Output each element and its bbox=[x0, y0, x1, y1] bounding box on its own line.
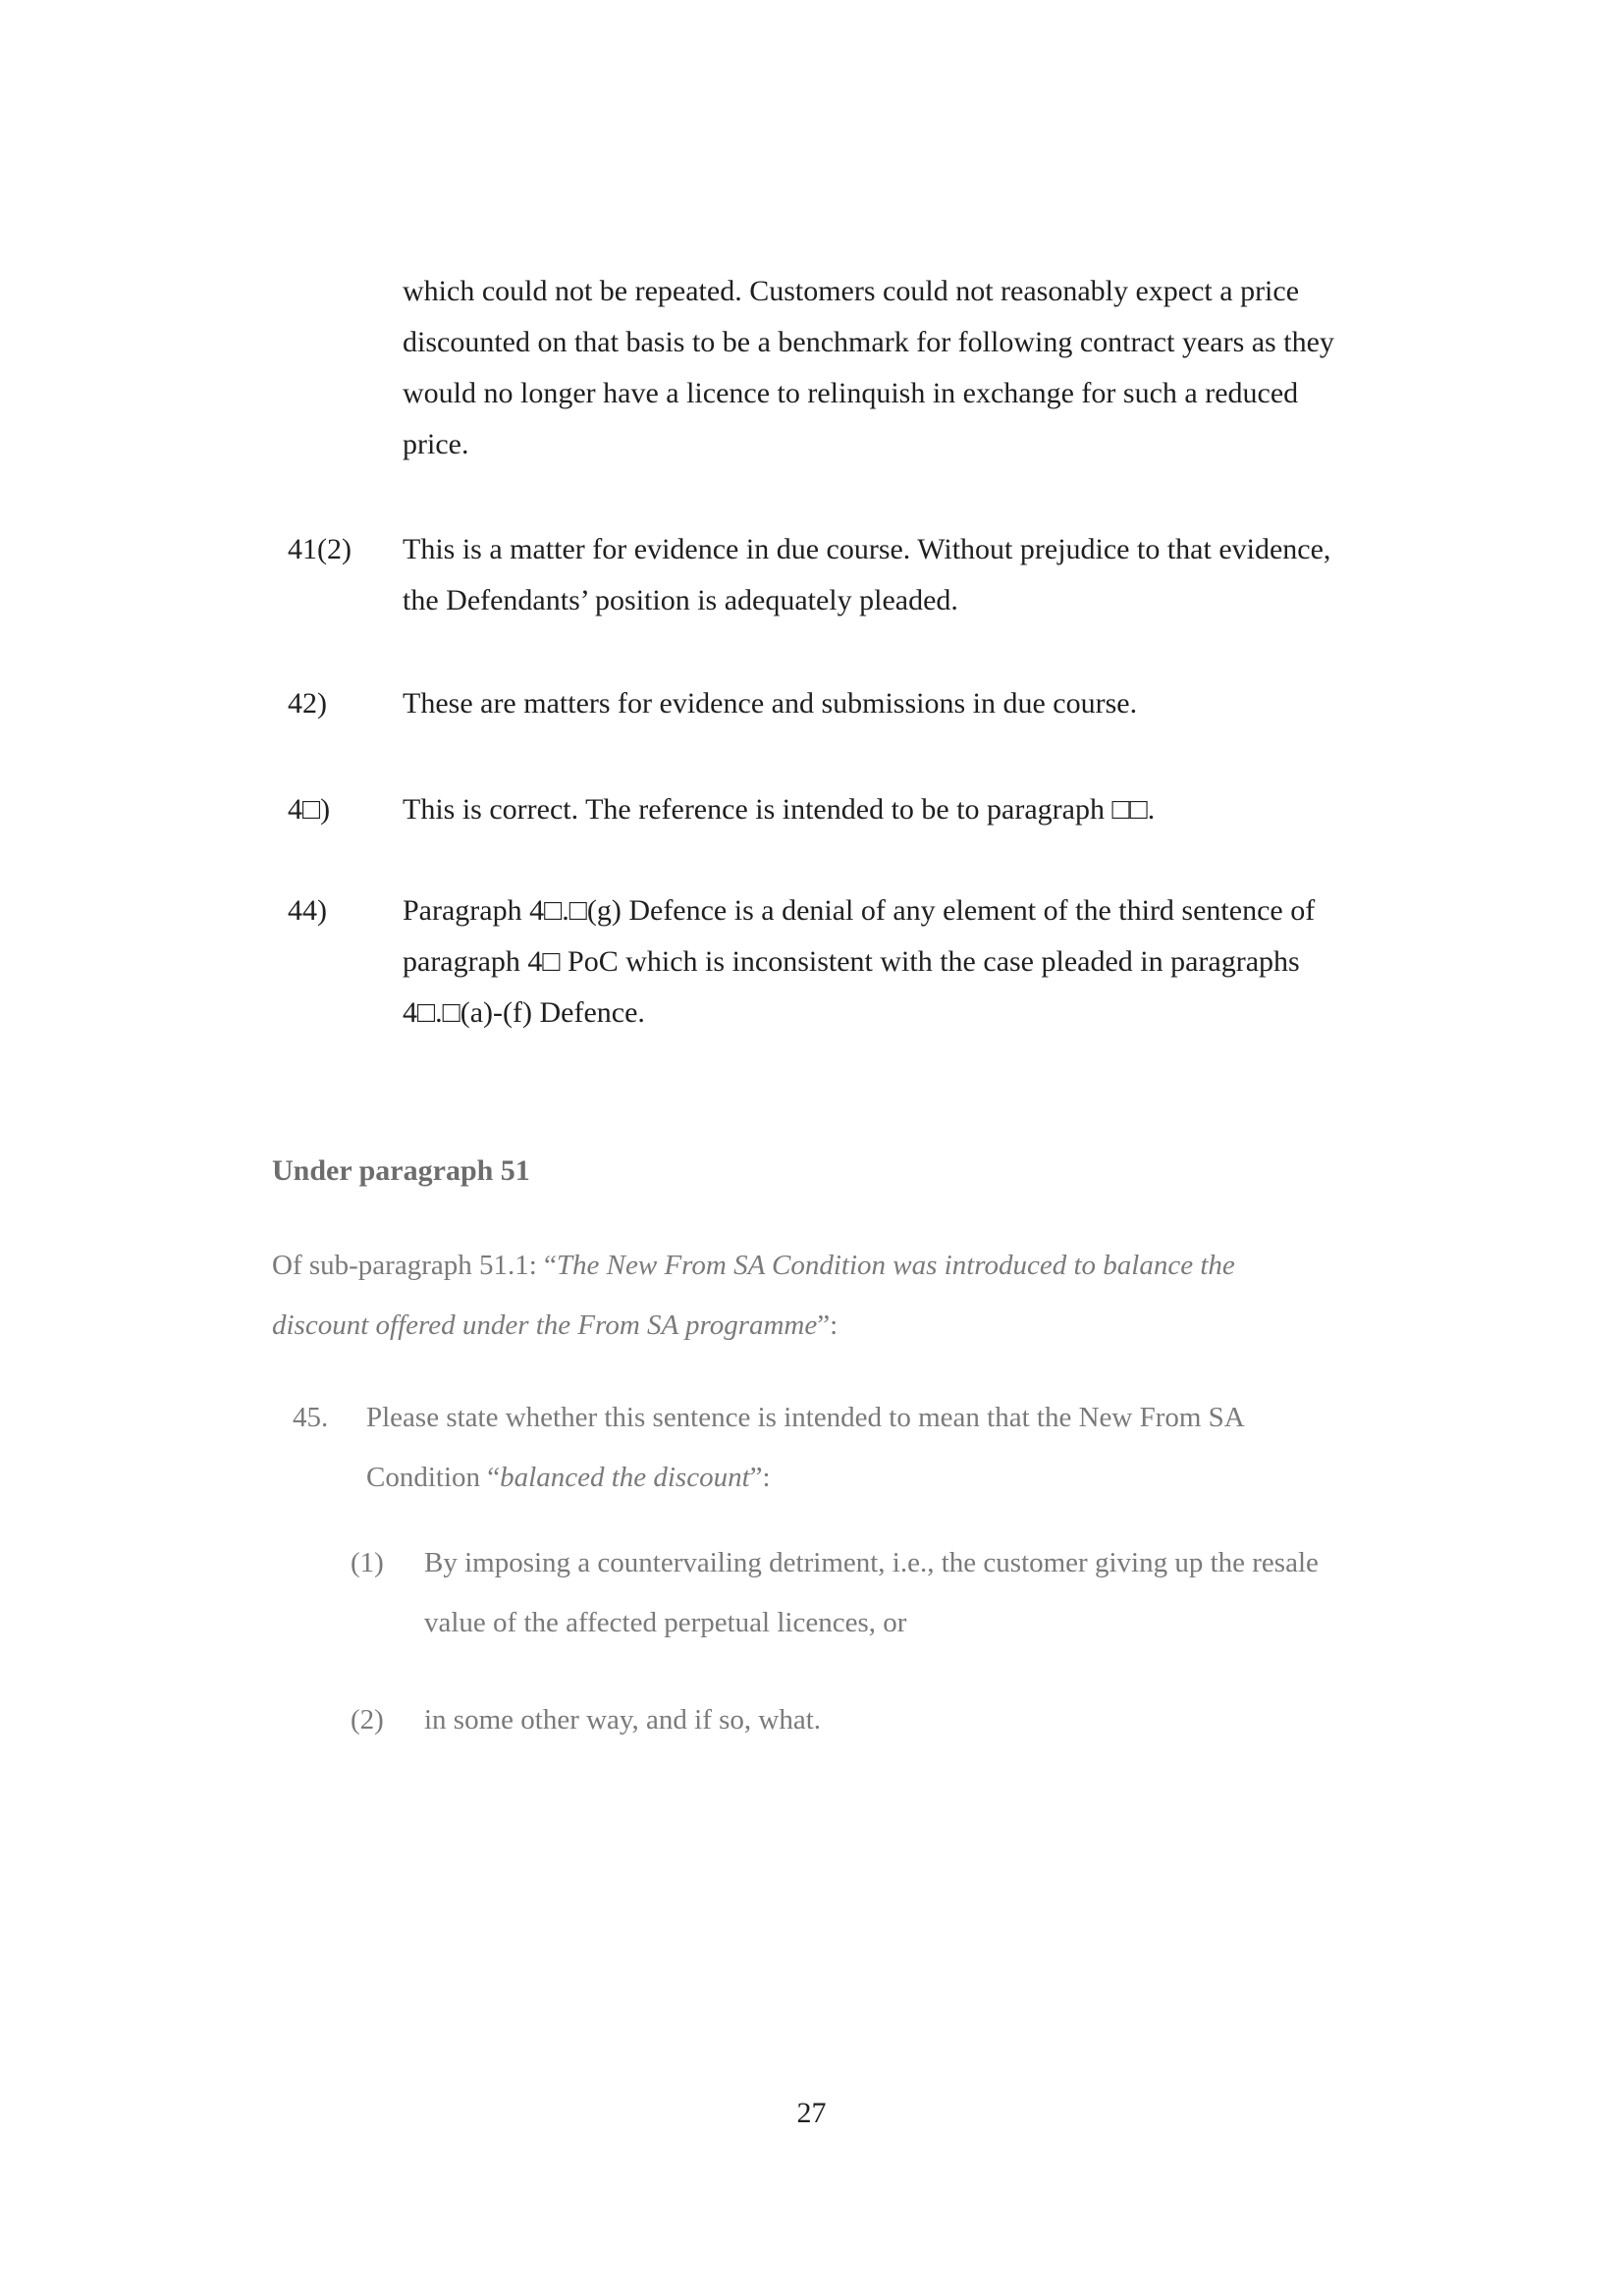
page-number: 27 bbox=[796, 2097, 827, 2129]
text-line: in some other way, and if so, what. bbox=[424, 1704, 822, 1735]
text-line bbox=[272, 1296, 1343, 1356]
paragraph-body bbox=[424, 1533, 1343, 1653]
paragraph-number: 41(2) bbox=[288, 533, 352, 565]
paragraph-item-41-2 bbox=[288, 524, 1343, 626]
paragraph-body bbox=[403, 784, 1343, 835]
section-intro bbox=[272, 1236, 1343, 1356]
text-line: This is correct. The reference is intended to be to paragraph □□. bbox=[403, 793, 1156, 826]
text-line: By imposing a countervailing detriment, i.e., the customer giving up the resale bbox=[424, 1547, 1319, 1578]
paragraph-item-45 bbox=[293, 1388, 1343, 1508]
text-line bbox=[272, 1236, 1343, 1296]
text-line: Please state whether this sentence is intended to mean that the New From SA bbox=[366, 1402, 1245, 1433]
item-roman-text: Condition “ bbox=[366, 1462, 501, 1493]
section-heading: Under paragraph 51 bbox=[272, 1154, 530, 1187]
paragraph-number: (1) bbox=[351, 1547, 384, 1578]
paragraph-item-43 bbox=[288, 784, 1343, 835]
text-line: Paragraph 4□.□(g) Defence is a denial of any element of the third sentence of bbox=[403, 894, 1316, 927]
paragraph-number: 45. bbox=[293, 1402, 329, 1433]
intro-roman-text: ”: bbox=[817, 1309, 839, 1341]
paragraph-body bbox=[403, 885, 1343, 1039]
paragraph-number: (2) bbox=[351, 1704, 384, 1735]
text-line: paragraph 4□ PoC which is inconsistent with the case pleaded in paragraphs bbox=[403, 945, 1300, 978]
item-roman-text: ”: bbox=[749, 1462, 771, 1493]
text-line: the Defendants’ position is adequately pleaded. bbox=[403, 584, 958, 616]
text-line: price. bbox=[403, 428, 469, 460]
paragraph-body bbox=[424, 1690, 1343, 1750]
text-line: This is a matter for evidence in due course. Without prejudice to that evidence, bbox=[403, 533, 1331, 565]
paragraph-number: 4□) bbox=[288, 793, 331, 826]
paragraph-item-44 bbox=[288, 885, 1343, 1039]
intro-quoted-italic: discount offered under the From SA programme bbox=[272, 1309, 818, 1341]
paragraph-continuation bbox=[403, 266, 1343, 470]
intro-roman-text: Of sub-paragraph 51.1: “ bbox=[272, 1250, 557, 1281]
paragraph-number: 42) bbox=[288, 687, 327, 720]
paragraph-number: 44) bbox=[288, 894, 327, 927]
intro-quoted-italic: The New From SA Condition was introduced to balance the bbox=[556, 1250, 1235, 1281]
paragraph-body bbox=[403, 678, 1343, 729]
text-line: which could not be repeated. Customers could not reasonably expect a price bbox=[403, 275, 1300, 307]
text-line bbox=[366, 1448, 1343, 1508]
text-line: These are matters for evidence and submissions in due course. bbox=[403, 687, 1138, 720]
paragraph-body bbox=[403, 524, 1343, 626]
text-line: 4□.□(a)-(f) Defence. bbox=[403, 996, 645, 1029]
paragraph-item-42 bbox=[288, 678, 1343, 729]
text-line: would no longer have a licence to relinquish in exchange for such a reduced bbox=[403, 377, 1299, 409]
text-line: discounted on that basis to be a benchmark for following contract years as they bbox=[403, 326, 1334, 358]
item-quoted-italic: balanced the discount bbox=[500, 1462, 750, 1493]
subparagraph-item-2 bbox=[351, 1690, 1343, 1750]
paragraph-body bbox=[366, 1388, 1343, 1508]
text-line: value of the affected perpetual licences, or bbox=[424, 1607, 907, 1638]
subparagraph-item-1 bbox=[351, 1533, 1343, 1653]
